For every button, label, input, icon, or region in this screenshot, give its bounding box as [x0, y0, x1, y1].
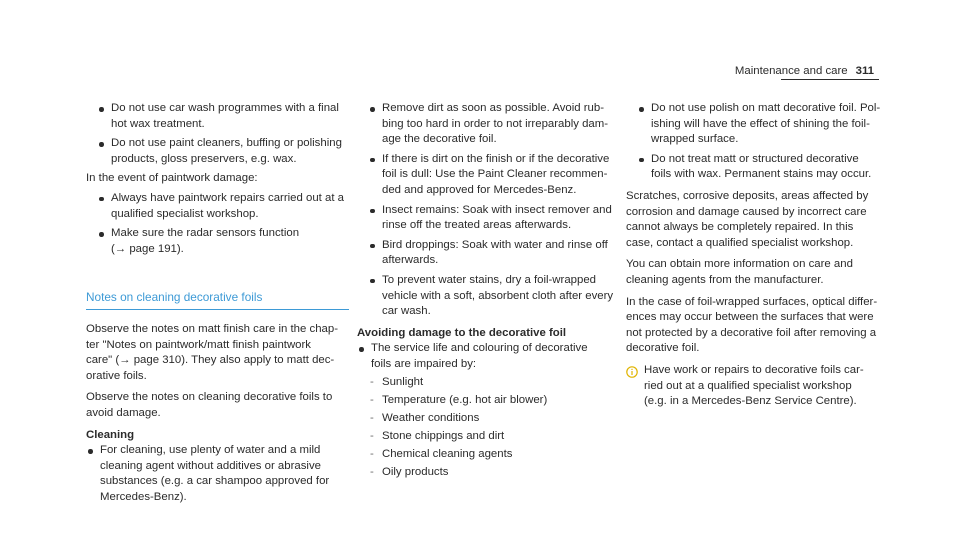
info-note-icon [626, 366, 640, 410]
dash-marker: - [370, 448, 374, 461]
paragraph: You can obtain more information on care and cleaning agents from the manufacturer. [626, 258, 853, 286]
subheading-avoiding-damage: Avoiding damage to the decorative foil [357, 326, 567, 339]
bullet-dot-icon [637, 152, 651, 183]
list-item [86, 443, 356, 505]
bullet-dot-icon [368, 203, 382, 234]
bullet-dot-icon [97, 226, 111, 257]
info-note-text: Have work or repairs to decorative foils car- ried out at a qualified specialist workshop (e.g. in a Mercedes-Benz Service Centre). [644, 363, 864, 408]
info-note [626, 363, 896, 410]
dash-item-text: Oily products [382, 466, 449, 479]
header-title: Maintenance and care [734, 65, 848, 77]
dash-list-item [357, 393, 620, 409]
list-item-text: Do not use polish on matt decorative foil. Pol- ishing will have the effect of shining the foil- wrapped surface. [651, 102, 881, 146]
dash-marker: - [370, 394, 374, 407]
list-item [357, 341, 620, 372]
paint-damage-intro: In the event of paintwork damage: [86, 172, 258, 185]
dash-item-text: Chemical cleaning agents [382, 448, 513, 461]
subheading-cleaning: Cleaning [86, 428, 135, 441]
dash-list-item [357, 429, 620, 445]
list-item-text: For cleaning, use plenty of water and a mild cleaning agent without additives or abrasive substances (e.g. a car shampoo approved for Mercedes-Benz). [100, 444, 330, 503]
dash-list-item [357, 375, 620, 391]
list-item-text: Do not use car wash programmes with a final hot wax treatment. [111, 102, 339, 130]
bullet-dot-icon [86, 443, 100, 505]
section-heading: Notes on cleaning decorative foils [86, 290, 263, 305]
list-item [357, 203, 620, 234]
bullet-dot-icon [368, 238, 382, 269]
dash-marker: - [370, 376, 374, 388]
list-item [357, 238, 620, 269]
list-item [86, 191, 356, 222]
paragraph: In the case of foil-wrapped surfaces, optical differ- ences may occur between the surfaces that were not protected by a decorative foil after removing a decorative foil. [626, 295, 878, 355]
dash-marker: - [370, 430, 374, 443]
list-item-text: The service life and colouring of decorative foils are impaired by: [371, 342, 588, 370]
list-item-text: Insect remains: Soak with insect remover and rinse off the treated areas afterwards. [382, 203, 612, 232]
paragraph: Observe the notes on cleaning decorative foils to avoid damage. [86, 391, 333, 419]
dash-marker: - [370, 466, 374, 479]
list-item-text: To prevent water stains, dry a foil-wrapped vehicle with a soft, absorbent cloth after every car wash. [382, 273, 614, 318]
section-heading-rule [86, 309, 349, 310]
list-item [626, 101, 896, 148]
list-item-text: Always have paintwork repairs carried out at a qualified specialist workshop. [111, 191, 344, 220]
dash-item-text: Sunlight [382, 376, 424, 388]
dash-list-item [357, 447, 620, 463]
list-item [86, 101, 356, 132]
bullet-dot-icon [97, 101, 111, 132]
dash-item-text: Stone chippings and dirt [382, 430, 505, 443]
bullet-dot-icon [97, 136, 111, 167]
dash-item-text: Temperature (e.g. hot air blower) [382, 394, 548, 407]
dash-list-item [357, 411, 620, 427]
bullet-dot-icon [368, 152, 382, 199]
bullet-dot-icon [368, 101, 382, 148]
paragraph: Observe the notes on matt finish care in the chap- ter "Notes on paintwork/matt finish paintwork care" (→ page 310). They also apply to matt dec- orative foils. [86, 322, 338, 382]
list-item [86, 136, 356, 167]
list-item-text: Bird droppings: Soak with water and rinse off afterwards. [382, 238, 608, 267]
column-3 [626, 101, 896, 410]
column-1 [86, 101, 356, 505]
list-item [626, 152, 896, 183]
dash-marker: - [370, 412, 374, 425]
list-item-text[interactable]: Make sure the radar sensors function (→ page 191). [111, 227, 300, 255]
running-header [735, 64, 874, 80]
list-item-text: Do not use paint cleaners, buffing or polishing products, gloss preservers, e.g. wax. [111, 137, 342, 165]
column-2 [357, 101, 620, 481]
list-item [357, 152, 620, 199]
bullet-dot-icon [368, 273, 382, 320]
page-number: 311 [855, 65, 874, 77]
bullet-dot-icon [97, 191, 111, 222]
list-item-text: Do not treat matt or structured decorative foils with wax. Permanent stains may occur. [651, 152, 872, 181]
list-item [357, 273, 620, 320]
dash-item-text: Weather conditions [382, 412, 480, 425]
dash-list-item [357, 465, 620, 481]
paragraph: Scratches, corrosive deposits, areas affected by corrosion and damage caused by incorrect care cannot always be completely repaired. In this case, contact a qualified specialist workshop. [626, 189, 869, 249]
list-item [357, 101, 620, 148]
bullet-dot-icon [637, 101, 651, 148]
bullet-dot-icon [357, 341, 371, 372]
list-item [86, 226, 356, 257]
header-rule [781, 79, 879, 80]
list-item-text: Remove dirt as soon as possible. Avoid rub- bing too hard in order to not irreparably dam- age the decorative foil. [382, 102, 609, 146]
list-item-text: If there is dirt on the finish or if the decorative foil is dull: Use the Paint Cleaner recommen- ded and approved for Mercedes-Benz. [382, 152, 610, 196]
